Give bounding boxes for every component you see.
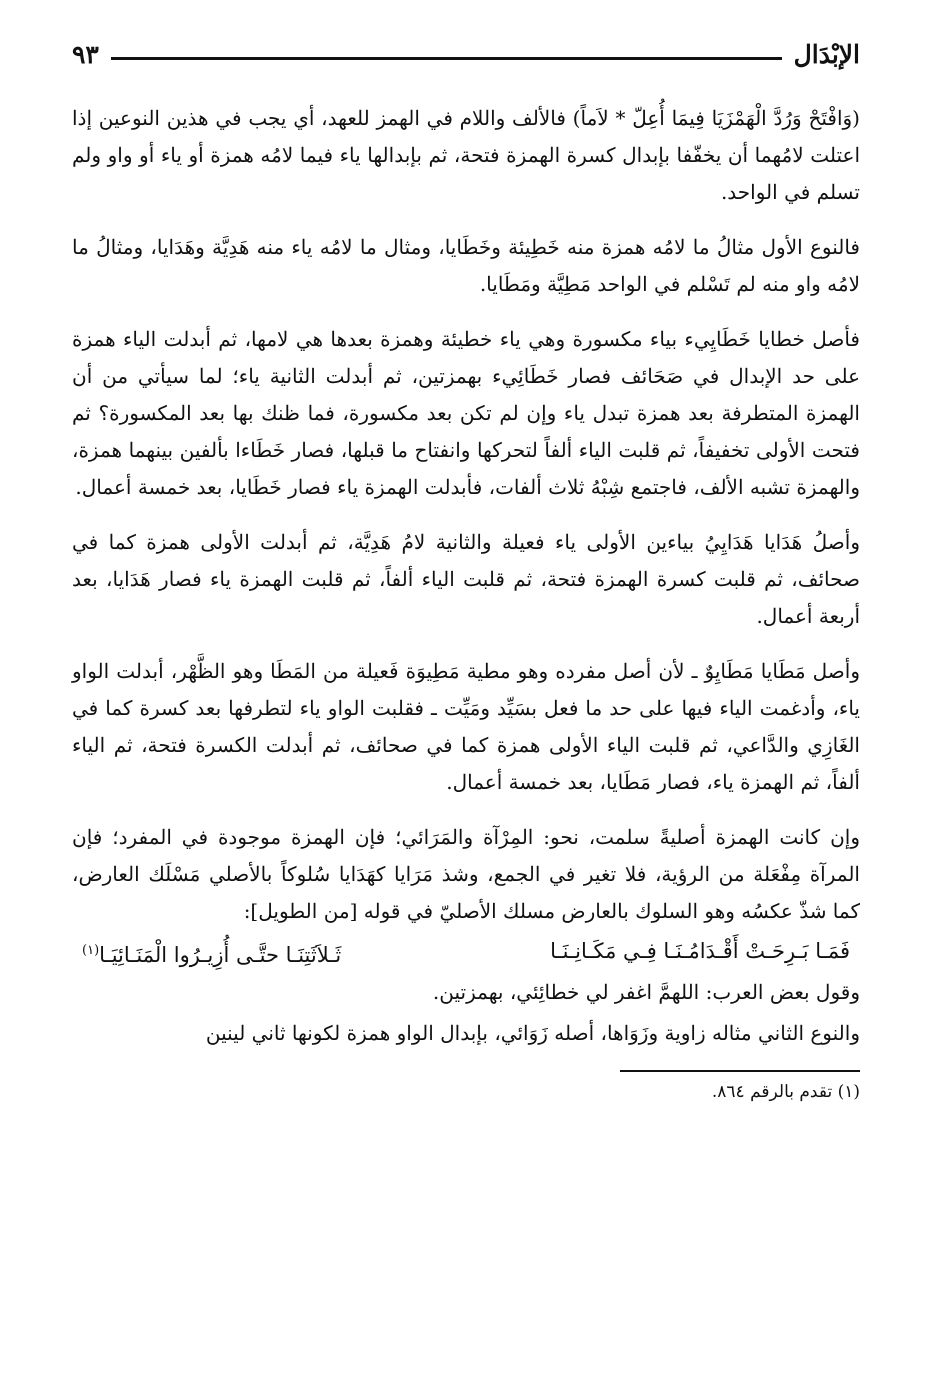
- poetry-verse: [82, 934, 850, 972]
- footnote-rule: [620, 1070, 860, 1072]
- chapter-title: الإبْدَال: [793, 39, 860, 69]
- paragraph: (وَافْتَحْ وَرُدَّ الْهَمْزَيَا فِيمَا أُعِلّ * لاَماً) فالألف واللام في الهمز للعهد، أي يجب في هذين النوعين إذا اعتلت لامُهما أن يخفّفا بإبدال كسرة الهمزة فتحة، ثم بإبدالها ياء فيما لامُه همزة أو ياء أو واو ولم تسلم في الواحد.: [72, 106, 860, 204]
- verse-hemistich-second: ثَـلاَثَتِنَـا حتَّـى أُزِيـرُوا الْمَنَـائِيَـا$^{(١)}$: [82, 943, 342, 967]
- paragraph: والنوع الثاني مثاله زاوية وزَوَاها، أصله زَوَائي، بإبدال الواو همزة لكونها ثاني لينين: [205, 1021, 860, 1045]
- paragraph: فأصل خطايا خَطَايِيء بياء مكسورة وهي ياء خطيئة وهمزة بعدها هي لامها، ثم أبدلت الياء همزة على حد الإبدال في صَحَائف فصار خَطَائِيء بهمزتين، ثم أبدلت الثانية ياء؛ لما سيأتي من أن الهمزة المتطرفة بعد همزة تبدل ياء وإن لم تكن بعد مكسورة، فما ظنك بها بعد المكسورة؟ ثم فتحت الأولى تخفيفاً، ثم قلبت الياء ألفاً لتحركها وانفتاح ما قبلها، فصار خَطَاءا بألفين بينهما همزة، والهمزة تشبه الألف، فاجتمع شِبْهُ ثلاث ألفات، فأبدلت الهمزة ياء فصار خَطَايا، بعد خمسة أعمال.: [72, 327, 860, 499]
- paragraph: وإن كانت الهمزة أصليةً سلمت، نحو: المِرْآة والمَرَائي؛ فإن الهمزة موجودة في المفرد؛ فإن المرآة مِفْعَلة من الرؤية، فلا تغير في الجمع، وشذ مَرَايا كهَدَايا سُلوكاً بالأصلي مَسْلَك العارض، كما شذّ عكسُه وهو السلوك بالعارض مسلك الأصليّ في قوله [من الطويل]:: [72, 825, 860, 923]
- page-number: ٩٣: [72, 39, 99, 69]
- footnote-marker: (١): [82, 943, 100, 958]
- header-rule: [111, 57, 782, 60]
- footnote: (١) تقدم بالرقم ٨٦٤.: [711, 1082, 860, 1102]
- paragraph: وأصلُ هَدَايا هَدَايِيُ بياءين الأولى ياء فعيلة والثانية لامُ هَدِيَّة، ثم أبدلت الأولى همزة كما في صحائف، ثم قلبت كسرة الهمزة فتحة، ثم قلبت الياء ألفاً، ثم قلبت الهمزة ياء فصار هَدَايا، بعد أربعة أعمال.: [72, 530, 860, 628]
- paragraph: وأصل مَطَايا مَطَايِوٌ ـ لأن أصل مفرده وهو مطية مَطِيوَة فَعيلة من المَطَا وهو الظَّهْر، أبدلت الواو ياء، وأدغمت الياء فيها على حد ما فعل بسَيِّد ومَيِّت ـ فقلبت الواو ياء لتطرفها بعد كسرة كما في الغَازِي والدَّاعي، ثم قلبت الياء الأولى همزة كما في صحائف، ثم أبدلت الكسرة فتحة، ثم الياء ألفاً، ثم الهمزة ياء، فصار مَطَايا، بعد خمسة أعمال.: [72, 659, 860, 794]
- paragraph: فالنوع الأول مثالُ ما لامُه همزة منه خَطِيئة وخَطَايا، ومثال ما لامُه ياء منه هَدِيَّة وهَدَايا، ومثالُ ما لامُه واو منه لم تَسْلم في الواحد مَطِيَّة ومَطَايا.: [72, 235, 860, 296]
- verse-hemistich-first: فَمَـا بَـرِحَـتْ أَقْـدَامُـنَـا فِـي مَكَـانِـنَـا: [550, 939, 850, 963]
- paragraph: وقول بعض العرب: اللهمَّ اغفر لي خطائِئي، بهمزتين.: [432, 980, 860, 1004]
- page-header: [72, 32, 860, 76]
- page-body: [72, 100, 860, 1104]
